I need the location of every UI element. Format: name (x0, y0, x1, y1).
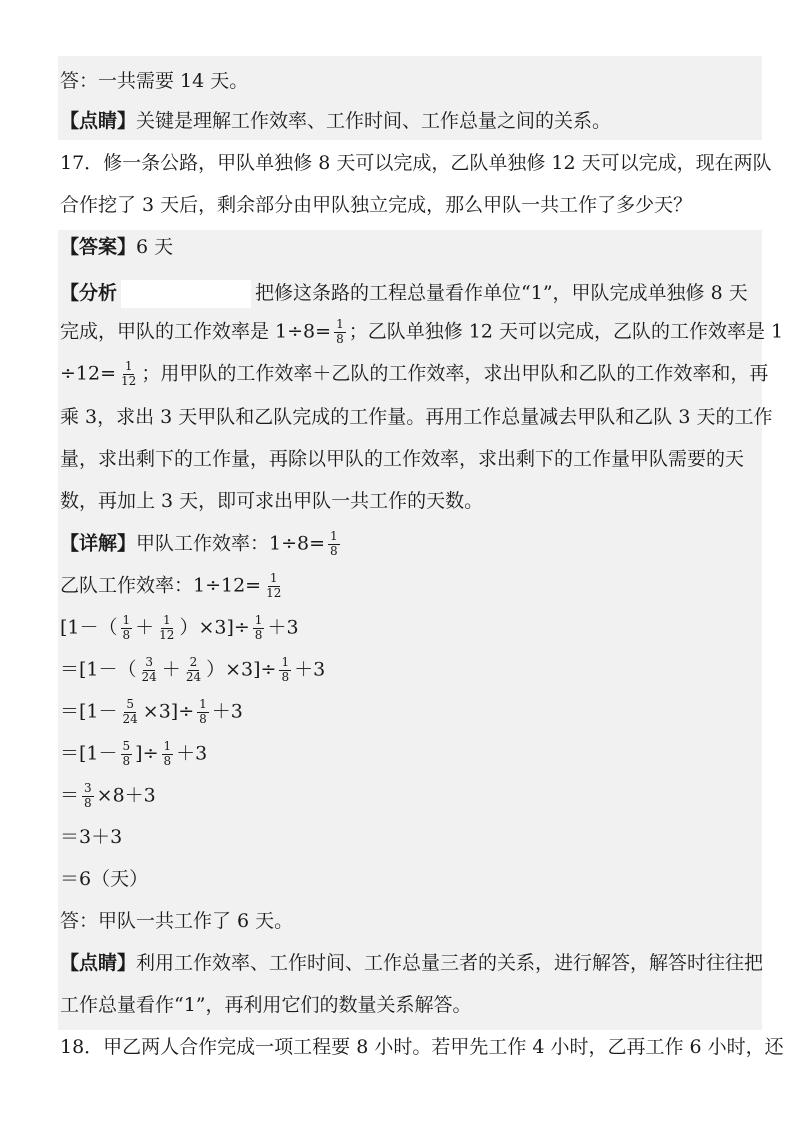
question-17-line-1: 17．修一条公路，甲队单独修 8 天可以完成，乙队单独修 12 天可以完成，现在两队 (60, 152, 772, 174)
detail-line-1: 【详解】甲队工作效率：1÷8= $\frac{1}{8}$ (60, 529, 338, 558)
fraction-one-eighth: $\frac{1}{8}$ (336, 317, 344, 346)
fraction-one-eighth: $\frac{1}{8}$ (330, 529, 338, 558)
calc-step-6: ＝3＋3 (60, 826, 123, 848)
calc-step-3: ＝[1－ $\frac{5}{24}$ ×3]÷ $\frac{1}{8}$ ＋3 (60, 697, 243, 726)
answer-line-16: 答：一共需要 14 天。 (60, 70, 249, 92)
final-answer-17: 答：甲队一共工作了 6 天。 (60, 910, 294, 932)
fraction-one-eighth: $\frac{1}{8}$ (281, 655, 290, 684)
fraction-five-24ths: $\frac{5}{24}$ (122, 697, 138, 726)
fraction-two-24ths: $\frac{2}{24}$ (185, 655, 202, 684)
fraction-one-eighth: $\frac{1}{8}$ (122, 613, 131, 642)
fraction-one-twelfth: $\frac{1}{12}$ (266, 571, 282, 600)
analysis-line-3: ÷12= $\frac{1}{12}$ ；用甲队的工作效率＋乙队的工作效率，求出甲队和乙队的工作效率和，再 (60, 359, 769, 388)
fraction-three-eighths: $\frac{3}{8}$ (84, 781, 92, 810)
answer-17: 【答案】6 天 (60, 236, 174, 258)
calc-step-7: ＝6（天） (60, 868, 149, 890)
calc-step-1: [1－（ $\frac{1}{8}$ ＋ $\frac{1}{12}$ ）×3]÷ $\frac{1}{8}$ ＋3 (60, 613, 299, 642)
question-17-line-2: 合作挖了 3 天后，剩余部分由甲队独立完成，那么甲队一共工作了多少天？ (60, 194, 693, 216)
fraction-one-eighth: $\frac{1}{8}$ (254, 613, 263, 642)
fraction-five-eighths: $\frac{5}{8}$ (122, 739, 131, 768)
fraction-three-24ths: $\frac{3}{24}$ (141, 655, 157, 684)
analysis-line-4: 乘 3，求出 3 天甲队和乙队完成的工作量。再用工作总量减去甲队和乙队 3 天的工作 (60, 406, 773, 428)
analysis-line-6: 数，再加上 3 天，即可求出甲队一共工作的天数。 (60, 490, 484, 512)
fraction-one-eighth: $\frac{1}{8}$ (163, 739, 172, 768)
analysis-line-5: 量，求出剩下的工作量，再除以甲队的工作效率，求出剩下的工作量甲队需要的天 (60, 448, 745, 470)
analysis-line-1: 【分析 把修这条路的工程总量看作单位“1”，甲队完成单独修 8 天 (60, 280, 748, 308)
fraction-one-twelfth: $\frac{1}{12}$ (121, 359, 137, 388)
key-point-17-line-1: 【点睛】利用工作效率、工作时间、工作总量三者的关系，进行解答，解答时往往把 (60, 952, 764, 974)
key-point-line-16: 【点睛】关键是理解工作效率、工作时间、工作总量之间的关系。 (60, 110, 612, 132)
redaction-box (121, 280, 251, 308)
fraction-one-twelfth: $\frac{1}{12}$ (159, 613, 175, 642)
detail-line-2: 乙队工作效率：1÷12= $\frac{1}{12}$ (60, 571, 282, 600)
fraction-one-eighth: $\frac{1}{8}$ (199, 697, 207, 726)
calc-step-5: ＝ $\frac{3}{8}$ ×8＋3 (60, 781, 156, 810)
question-18-line-1: 18．甲乙两人合作完成一项工程要 8 小时。若甲先工作 4 小时，乙再工作 6 小时，还 (60, 1036, 784, 1058)
calc-step-4: ＝[1－ $\frac{5}{8}$ ]÷ $\frac{1}{8}$ ＋3 (60, 739, 208, 768)
calc-step-2: ＝[1－（ $\frac{3}{24}$ ＋ $\frac{2}{24}$ ）×3]÷ $\frac{1}{8}$ ＋3 (60, 655, 326, 684)
key-point-17-line-2: 工作总量看作“1”，再利用它们的数量关系解答。 (60, 994, 472, 1016)
analysis-line-2: 完成，甲队的工作效率是 1÷8= $\frac{1}{8}$ ；乙队单独修 12 天可以完成，乙队的工作效率是 1 (60, 317, 784, 346)
